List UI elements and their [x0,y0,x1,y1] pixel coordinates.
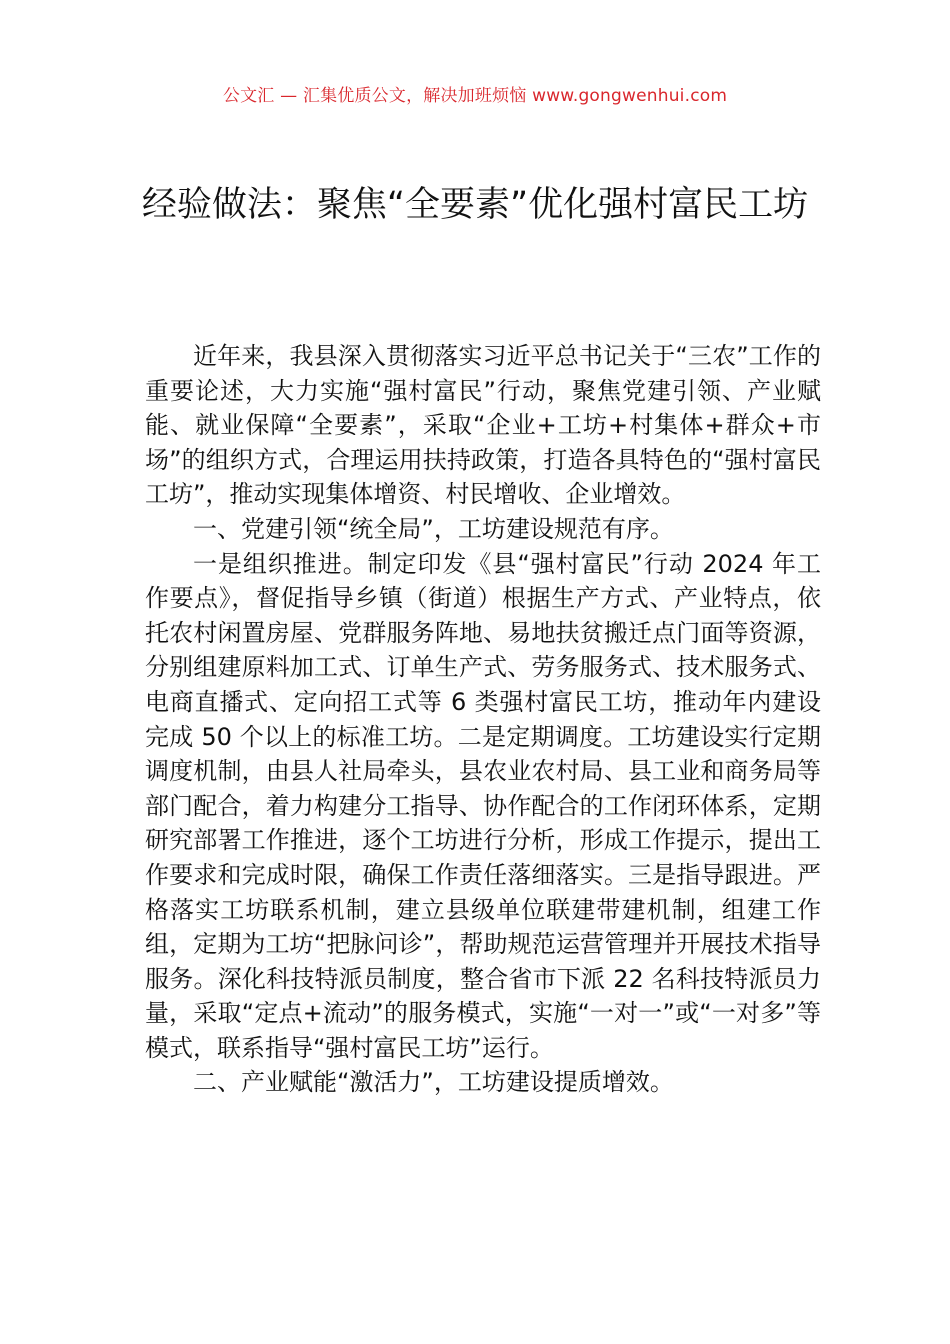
document-title: 经验做法：聚焦“全要素”优化强村富民工坊 [141,185,809,225]
document-body [145,339,821,1100]
section-heading-1: 一、党建引领“统全局”，工坊建设规范有序。 [193,514,674,543]
section-1-paragraph: 一是组织推进。制定印发《县“强村富民”行动 2024 年工作要点》，督促指导乡镇（街道）根据生产方式、产业特点，依托农村闲置房屋、党群服务阵地、易地扶贫搬迁点门面等资源，分别组建原料加工式、订单生产式、劳务服务式、技术服务式、电商直播式、定向招工式等 6 类强村富民工坊，推动年内建设完成 50 个以上的标准工坊。二是定期调度。工坊建设实行定期调度机制，由县人社局牵头，县农业农村局、县工业和商务局等部门配合，着力构建分工指导、协作配合的工作闭环体系，定期研究部署工作推进，逐个工坊进行分析，形成工作提示，提出工作要求和完成时限，确保工作责任落细落实。三是指导跟进。严格落实工坊联系机制，建立县级单位联建带建机制，组建工作组，定期为工坊“把脉问诊”，帮助规范运营管理并开展技术指导服务。深化科技特派员制度，整合省市下派 22 名科技特派员力量，采取“定点+流动”的服务模式，实施“一对一”或“一对多”等模式，联系指导“强村富民工坊”运行。 [145,549,821,1062]
intro-paragraph: 近年来，我县深入贯彻落实习近平总书记关于“三农”工作的重要论述，大力实施“强村富民”行动，聚焦党建引领、产业赋能、就业保障“全要素”，采取“企业+工坊+村集体+群众+市场”的组织方式，合理运用扶持政策，打造各具特色的“强村富民工坊”，推动实现集体增资、村民增收、企业增效。 [145,342,821,509]
header-banner: 公文汇 — 汇集优质公文，解决加班烦恼 www.gongwenhui.com [222,86,728,106]
section-heading-2: 二、产业赋能“激活力”，工坊建设提质增效。 [193,1068,674,1097]
